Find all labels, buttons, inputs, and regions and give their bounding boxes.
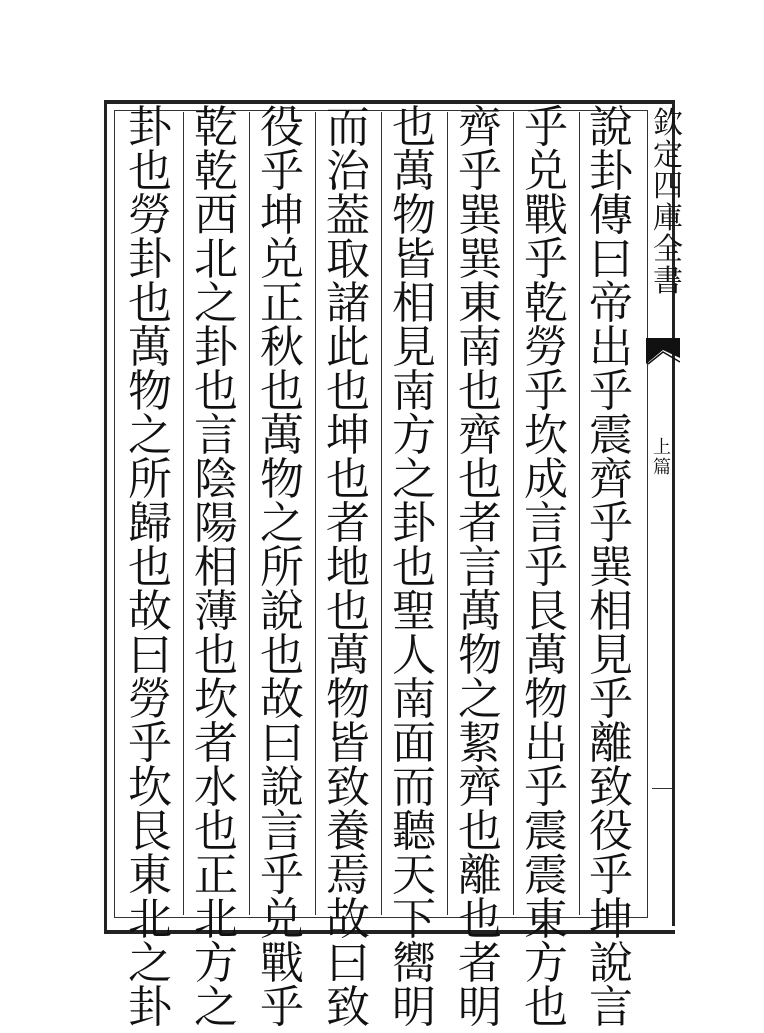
chapter-label: 上篇 — [653, 437, 671, 478]
text-column: 而 治 葢 取 諸 此 也 坤 也 者 地 也 萬 物 皆 致 養 焉 故 曰 致 — [326, 102, 370, 1033]
text-column: 說 卦 傳 曰 帝 出 乎 震 齊 乎 巽 相 見 乎 離 致 役 乎 坤 說 言 — [589, 102, 633, 1033]
text-column: 齊 乎 巽 巽 東 南 也 齊 也 者 言 萬 物 之 絜 齊 也 離 也 者 明 — [458, 102, 502, 1033]
text-column: 乎 兑 戰 乎 乾 勞 乎 坎 成 言 乎 艮 萬 物 出 乎 震 震 東 方 也 — [524, 102, 568, 1033]
text-column: 也 萬 物 皆 相 見 南 方 之 卦 也 聖 人 南 面 而 聽 天 下 嚮 明 — [392, 102, 436, 1033]
fish-tail-mark-icon — [646, 338, 680, 366]
text-column: 役 乎 坤 兑 正 秋 也 萬 物 之 所 說 也 故 曰 說 言 乎 兑 戰 乎 — [260, 102, 304, 1033]
text-column: 乾 乾 西 北 之 卦 也 言 陰 陽 相 薄 也 坎 者 水 也 正 北 方 之 — [194, 102, 238, 1033]
book-title: 欽 定 四 庫 全 書 — [653, 106, 683, 299]
margin-mark — [652, 788, 672, 789]
text-column: 卦 也 勞 卦 也 萬 物 之 所 歸 也 故 曰 勞 乎 坎 艮 東 北 之 卦 — [128, 102, 172, 1033]
